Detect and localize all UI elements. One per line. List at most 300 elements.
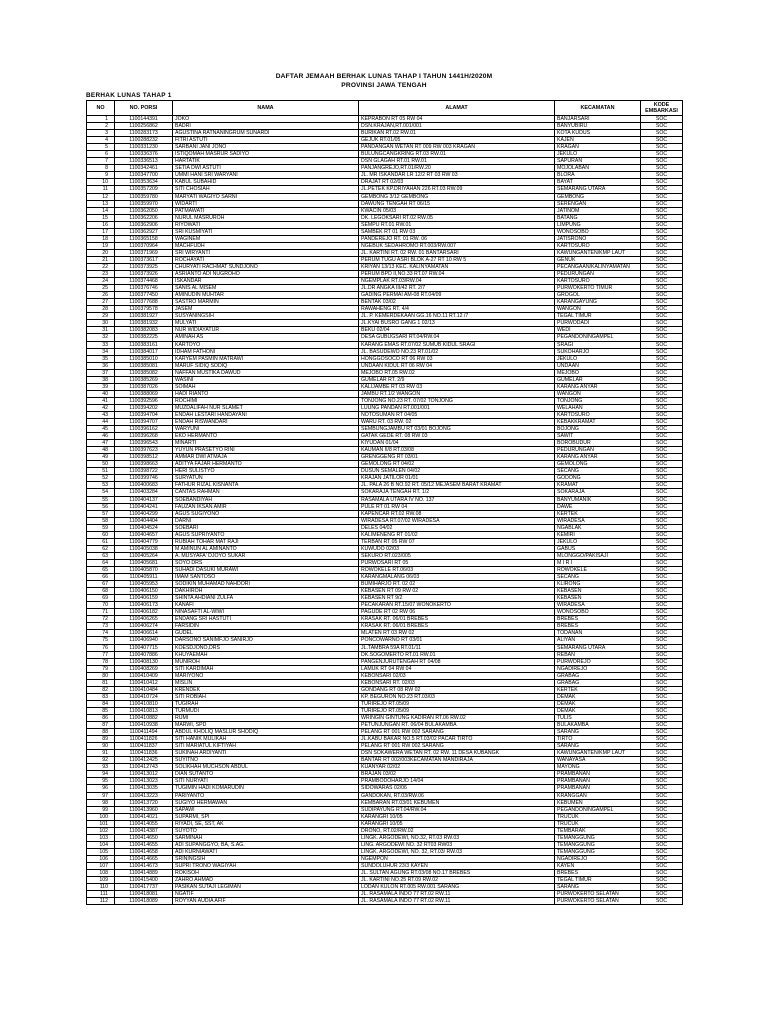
cell-nama: SANIS AL MISEM [173, 285, 359, 292]
cell-alamat: UNDAAN KIDUL RT 06 RW 04 [359, 362, 555, 369]
cell-kecamatan: GEMBONG [555, 193, 641, 200]
table-row [87, 341, 683, 348]
cell-no: 90 [87, 743, 115, 750]
cell-alamat: KP. BEGURON NO.23 RT.03/03 [359, 693, 555, 700]
cell-no: 15 [87, 214, 115, 221]
cell-kode-embarkasi: SOC [641, 736, 683, 743]
cell-kecamatan: GRABAG [555, 679, 641, 686]
cell-no: 13 [87, 200, 115, 207]
table-row [87, 228, 683, 235]
cell-no: 27 [87, 299, 115, 306]
cell-kode-embarkasi: SOC [641, 278, 683, 285]
cell-no: 110 [87, 884, 115, 891]
cell-kecamatan: KRAGAN [555, 144, 641, 151]
cell-kecamatan: KARANG ANYAR [555, 454, 641, 461]
cell-nama: MUNIROH [173, 658, 359, 665]
table-row [87, 531, 683, 538]
cell-no: 46 [87, 433, 115, 440]
cell-nama: NGATIF [173, 891, 359, 898]
cell-kode-embarkasi: SOC [641, 827, 683, 834]
cell-kecamatan: DEMAK [555, 700, 641, 707]
cell-no-porsi: 1100256862 [115, 123, 173, 130]
cell-kode-embarkasi: SOC [641, 313, 683, 320]
cell-kecamatan: TEGAL TIMUR [555, 877, 641, 884]
cell-kecamatan: PURWOREJO [555, 658, 641, 665]
cell-no-porsi: 1100359780 [115, 193, 173, 200]
cell-alamat: WARU RT. 03 RW. 02 [359, 419, 555, 426]
cell-no: 57 [87, 510, 115, 517]
cell-nama: ADITYA FAJAR HERMANTO [173, 461, 359, 468]
table-row [87, 200, 683, 207]
cell-kecamatan: KAWUNGANTEN/KMP LAUT [555, 249, 641, 256]
cell-no-porsi: 1100412425 [115, 757, 173, 764]
cell-kecamatan: KAJEN [555, 137, 641, 144]
cell-nama: MARUF SIDIQ SODIQ [173, 362, 359, 369]
cell-kecamatan: WONOSOBO [555, 228, 641, 235]
cell-no: 103 [87, 834, 115, 841]
cell-kecamatan: BOJONG [555, 426, 641, 433]
table-row [87, 278, 683, 285]
cell-alamat: JL.KABU BAKAR NO.5 RT.03/02 PACAR TIRTO [359, 736, 555, 743]
cell-alamat: PRAMBODOHARJO 14/04 [359, 778, 555, 785]
table-row [87, 834, 683, 841]
cell-nama: WASINI [173, 376, 359, 383]
cell-kode-embarkasi: SOC [641, 651, 683, 658]
cell-nama: ENDANG SRI HASTUTI [173, 616, 359, 623]
cell-no-porsi: 1100362050 [115, 207, 173, 214]
cell-kode-embarkasi: SOC [641, 898, 683, 905]
cell-alamat: KARANG EMAS RT.07/02 SUMUB KIDUL SRAGI [359, 341, 555, 348]
table-row [87, 235, 683, 242]
cell-no: 14 [87, 207, 115, 214]
cell-kode-embarkasi: SOC [641, 884, 683, 891]
cell-no: 81 [87, 679, 115, 686]
cell-alamat: JL. BASUDEWO NO.23 RT.01/02 [359, 348, 555, 355]
table-row [87, 827, 683, 834]
cell-kecamatan: KERTEK [555, 686, 641, 693]
cell-kode-embarkasi: SOC [641, 672, 683, 679]
cell-kecamatan: BREBES [555, 623, 641, 630]
table-body [87, 116, 683, 905]
cell-kode-embarkasi: SOC [641, 369, 683, 376]
cell-no: 56 [87, 503, 115, 510]
cell-no-porsi: 1100353634 [115, 179, 173, 186]
cell-kecamatan: GRABAG [555, 672, 641, 679]
cell-kecamatan: KERTEK [555, 510, 641, 517]
cell-alamat: SIDOWARAS 02/06 [359, 785, 555, 792]
table-row [87, 567, 683, 574]
cell-no: 102 [87, 827, 115, 834]
cell-no: 62 [87, 545, 115, 552]
cell-no: 71 [87, 609, 115, 616]
table-row [87, 891, 683, 898]
cell-no: 52 [87, 475, 115, 482]
cell-kecamatan: UNDAAN [555, 362, 641, 369]
cell-no-porsi: 1100398663 [115, 461, 173, 468]
cell-kecamatan: TEMANGGUNG [555, 834, 641, 841]
cell-no-porsi: 1100407886 [115, 651, 173, 658]
cell-no-porsi: 1100381932 [115, 320, 173, 327]
cell-nama: MUZDALIFAH NUR SLAMET [173, 404, 359, 411]
cell-no: 39 [87, 383, 115, 390]
cell-no-porsi: 1100377450 [115, 292, 173, 299]
cell-alamat: JL. SULTAN AGUNG RT.03/08 NO.17 BREBES [359, 870, 555, 877]
pilgrim-table [86, 100, 683, 905]
table-row [87, 545, 683, 552]
table-row [87, 700, 683, 707]
table-row [87, 334, 683, 341]
cell-no-porsi: 1100408130 [115, 658, 173, 665]
table-row [87, 362, 683, 369]
table-row [87, 249, 683, 256]
cell-nama: ISTIQOMAH MASRUR SADIYO [173, 151, 359, 158]
table-row [87, 729, 683, 736]
cell-no-porsi: 1100410409 [115, 672, 173, 679]
cell-no: 80 [87, 672, 115, 679]
table-row [87, 489, 683, 496]
cell-nama: EKO HERMANTO [173, 433, 359, 440]
table-row [87, 630, 683, 637]
cell-nama: SOIMAH [173, 383, 359, 390]
cell-no: 11 [87, 186, 115, 193]
cell-nama: SOLIKHAH MUCHSON ABDUL [173, 764, 359, 771]
cell-kode-embarkasi: SOC [641, 376, 683, 383]
cell-kecamatan: TODANAN [555, 630, 641, 637]
cell-no: 78 [87, 658, 115, 665]
cell-kode-embarkasi: SOC [641, 503, 683, 510]
cell-no-porsi: 1100377688 [115, 299, 173, 306]
cell-no-porsi: 1100400683 [115, 482, 173, 489]
cell-kecamatan: WANGON [555, 390, 641, 397]
table-row [87, 179, 683, 186]
cell-no-porsi: 1100397623 [115, 447, 173, 454]
cell-no-porsi: 1100414889 [115, 870, 173, 877]
table-row [87, 771, 683, 778]
cell-no-porsi: 1100411826 [115, 736, 173, 743]
table-row [87, 609, 683, 616]
cell-alamat: JL.PETEK KP.DRIYAHAN 226 RT.03 RW.09 [359, 186, 555, 193]
cell-alamat: WIRADESA RT.07/02 WIRADESA [359, 517, 555, 524]
cell-no: 60 [87, 531, 115, 538]
cell-no-porsi: 1100373925 [115, 263, 173, 270]
table-row [87, 736, 683, 743]
cell-no-porsi: 1100414021 [115, 813, 173, 820]
table-row [87, 292, 683, 299]
header-kode-embarkasi: KODE EMBARKASI [641, 101, 683, 116]
cell-alamat: PERUM TUGU ASRI BLOK A-27 RT 10 RW 5 [359, 256, 555, 263]
cell-alamat: PONCOWARNO RT 03/01 [359, 637, 555, 644]
cell-kecamatan: KARTOSURO [555, 242, 641, 249]
cell-alamat: SOKARAJA TENGAH RT. 1/2 [359, 489, 555, 496]
table-row [87, 306, 683, 313]
cell-no: 22 [87, 263, 115, 270]
cell-alamat: KEPRABON RT 05 RW 04 [359, 116, 555, 123]
cell-nama: SITI ROBIAH [173, 693, 359, 700]
cell-kode-embarkasi: SOC [641, 510, 683, 517]
cell-kode-embarkasi: SOC [641, 390, 683, 397]
cell-kecamatan: WELAHAN [555, 404, 641, 411]
cell-no: 99 [87, 806, 115, 813]
cell-kecamatan: BULAKAMBA [555, 722, 641, 729]
cell-kecamatan: SARANG [555, 743, 641, 750]
cell-no: 68 [87, 588, 115, 595]
cell-no-porsi: 1100359970 [115, 200, 173, 207]
cell-no: 96 [87, 785, 115, 792]
cell-kode-embarkasi: SOC [641, 426, 683, 433]
table-row [87, 841, 683, 848]
cell-kecamatan: TRUCUK [555, 813, 641, 820]
cell-kode-embarkasi: SOC [641, 778, 683, 785]
cell-alamat: SEMPU RT.01 RW.01 [359, 221, 555, 228]
cell-kecamatan: SUKOHARJO [555, 348, 641, 355]
table-row [87, 419, 683, 426]
cell-no: 51 [87, 468, 115, 475]
cell-no: 92 [87, 757, 115, 764]
table-row [87, 595, 683, 602]
cell-no: 105 [87, 848, 115, 855]
cell-alamat: PAGUDE RT 02 RW 06 [359, 609, 555, 616]
table-row [87, 778, 683, 785]
cell-no: 44 [87, 419, 115, 426]
cell-kode-embarkasi: SOC [641, 158, 683, 165]
cell-no: 108 [87, 870, 115, 877]
cell-no: 43 [87, 411, 115, 418]
cell-kecamatan: MOJOLABAN [555, 165, 641, 172]
cell-alamat: GANDOKAN, RT.03/RW.06 [359, 792, 555, 799]
cell-nama: BADRI [173, 123, 359, 130]
cell-alamat: PANGENJURUTENGAH RT 04/08 [359, 658, 555, 665]
table-row [87, 757, 683, 764]
cell-nama: SASTRO MARMIN [173, 299, 359, 306]
cell-kode-embarkasi: SOC [641, 468, 683, 475]
cell-nama: ADI SUPANGGYO, BA, S.AG. [173, 841, 359, 848]
cell-kode-embarkasi: SOC [641, 658, 683, 665]
cell-kode-embarkasi: SOC [641, 475, 683, 482]
cell-kecamatan: DEMAK [555, 707, 641, 714]
cell-no: 106 [87, 855, 115, 862]
cell-no-porsi: 1100385081 [115, 362, 173, 369]
cell-no: 76 [87, 644, 115, 651]
cell-alamat: JL. RASAMALA INDO 77 RT.02 RW.11 [359, 898, 555, 905]
cell-no-porsi: 1100411837 [115, 743, 173, 750]
cell-alamat: JL. RASAMALA INDO 77 RT.02 RW.11 [359, 891, 555, 898]
cell-kode-embarkasi: SOC [641, 729, 683, 736]
cell-no: 89 [87, 736, 115, 743]
cell-alamat: TERBAN RT 05 RW 07 [359, 538, 555, 545]
cell-kecamatan: PURWOKERTO SELATAN [555, 898, 641, 905]
cell-kecamatan: BOROBUDUR [555, 440, 641, 447]
table-row [87, 130, 683, 137]
cell-kode-embarkasi: SOC [641, 299, 683, 306]
cell-nama: SARBANI JANI JONO [173, 144, 359, 151]
cell-alamat: BUMIHARJO RT. 02 02 [359, 581, 555, 588]
table-row [87, 411, 683, 418]
table-row [87, 574, 683, 581]
cell-kecamatan: WANAYASA [555, 757, 641, 764]
cell-kecamatan: MLONGGO/PAKISAJI [555, 552, 641, 559]
cell-kode-embarkasi: SOC [641, 334, 683, 341]
table-row [87, 440, 683, 447]
table-row [87, 658, 683, 665]
cell-alamat: PELANG RT 001 RW 002 SARANG [359, 729, 555, 736]
cell-alamat: NGEMPON [359, 855, 555, 862]
table-row [87, 256, 683, 263]
cell-nama: SITI CHOSIAH [173, 186, 359, 193]
cell-kode-embarkasi: SOC [641, 757, 683, 764]
cell-no: 47 [87, 440, 115, 447]
table-row [87, 214, 683, 221]
cell-no: 91 [87, 750, 115, 757]
cell-alamat: GUMELAR RT. 2/9 [359, 376, 555, 383]
cell-no: 95 [87, 778, 115, 785]
cell-alamat: KALIMENENG RT 01/02 [359, 531, 555, 538]
cell-no-porsi: 1100362206 [115, 214, 173, 221]
cell-no-porsi: 1100336513 [115, 158, 173, 165]
cell-alamat: KRASAK RT. 06/01 BREBES [359, 623, 555, 630]
cell-nama: SRININGSIH [173, 855, 359, 862]
cell-kode-embarkasi: SOC [641, 306, 683, 313]
cell-kecamatan: SAWIT [555, 433, 641, 440]
cell-kode-embarkasi: SOC [641, 397, 683, 404]
header-no: NO [87, 101, 115, 116]
cell-no-porsi: 1100406265 [115, 616, 173, 623]
cell-kode-embarkasi: SOC [641, 292, 683, 299]
cell-no-porsi: 1100413720 [115, 799, 173, 806]
cell-nama: ENDAH LESTARI HANDAYANI [173, 411, 359, 418]
cell-nama: MACHFUDH [173, 242, 359, 249]
cell-no: 35 [87, 355, 115, 362]
cell-no-porsi: 1100404779 [115, 538, 173, 545]
cell-alamat: TURIREJO RT.05/09 [359, 700, 555, 707]
cell-kecamatan: WANGON [555, 306, 641, 313]
cell-no: 34 [87, 348, 115, 355]
cell-alamat: KEBONSARI RT. 02/03 [359, 679, 555, 686]
cell-kecamatan: PURWOKERTO SELATAN [555, 891, 641, 898]
cell-no: 87 [87, 722, 115, 729]
cell-alamat: RASAMALA UTARA IV NO. 137 [359, 496, 555, 503]
cell-nama: M AMINUN AL AMINANTO [173, 545, 359, 552]
cell-alamat: PECAKARAN RT.15/07 WONOKERTO [359, 602, 555, 609]
cell-kode-embarkasi: SOC [641, 320, 683, 327]
cell-no-porsi: 1100404137 [115, 496, 173, 503]
cell-alamat: KEMBARAN RT.03/01 KEBUMEN [359, 799, 555, 806]
cell-alamat: NOTOSUMAN RT 04/05 [359, 411, 555, 418]
cell-no: 55 [87, 496, 115, 503]
cell-nama: SUYITNO [173, 757, 359, 764]
cell-no: 23 [87, 271, 115, 278]
cell-kecamatan: KAWUNGANTEN/KMP LAUT [555, 750, 641, 757]
cell-no: 104 [87, 841, 115, 848]
cell-no: 1 [87, 116, 115, 123]
table-row [87, 792, 683, 799]
cell-kode-embarkasi: SOC [641, 482, 683, 489]
cell-nama: PASIKAN SUTAJI LEGIMAN [173, 884, 359, 891]
cell-no: 21 [87, 256, 115, 263]
cell-no: 31 [87, 327, 115, 334]
cell-no: 6 [87, 151, 115, 158]
cell-kode-embarkasi: SOC [641, 221, 683, 228]
cell-no-porsi: 1100396268 [115, 433, 173, 440]
cell-alamat: NGEBUK SEDAHROMO RT.003/RW.007 [359, 242, 555, 249]
cell-kecamatan: REBAN [555, 651, 641, 658]
cell-kecamatan: TEMANGGUNG [555, 841, 641, 848]
cell-nama: AMINAH AS [173, 334, 359, 341]
table-row [87, 581, 683, 588]
cell-alamat: TURIREJO RT.05/09 [359, 707, 555, 714]
table-row [87, 637, 683, 644]
cell-alamat: DRAJAT RT 02/03 [359, 179, 555, 186]
cell-no-porsi: 1100406173 [115, 602, 173, 609]
cell-kode-embarkasi: SOC [641, 200, 683, 207]
cell-no: 40 [87, 390, 115, 397]
cell-kode-embarkasi: SOC [641, 785, 683, 792]
cell-no-porsi: 1100410882 [115, 714, 173, 721]
cell-kecamatan: SARANG [555, 884, 641, 891]
cell-kecamatan: BATANG [555, 214, 641, 221]
cell-kode-embarkasi: SOC [641, 644, 683, 651]
table-row [87, 785, 683, 792]
cell-nama: MARYATI WAGIYO SARNI [173, 193, 359, 200]
cell-no-porsi: 1100404241 [115, 503, 173, 510]
cell-no: 53 [87, 482, 115, 489]
table-row [87, 510, 683, 517]
cell-alamat: RAWAHENG RT. 4/4 [359, 306, 555, 313]
table-row [87, 672, 683, 679]
cell-no: 66 [87, 574, 115, 581]
table-row [87, 376, 683, 383]
cell-nama: SRI WIRYANTI [173, 249, 359, 256]
cell-nama: NINASAFTI AL-WIWI [173, 609, 359, 616]
cell-kode-embarkasi: SOC [641, 116, 683, 123]
cell-kode-embarkasi: SOC [641, 207, 683, 214]
cell-alamat: JL. KARTINI RT. 02 RW. 01 BANTARSARI [359, 249, 555, 256]
table-row [87, 806, 683, 813]
cell-alamat: PANDANGAN WETAN RT 009 RW 003 KRAGAN [359, 144, 555, 151]
cell-no: 79 [87, 665, 115, 672]
cell-no: 3 [87, 130, 115, 137]
table-row [87, 707, 683, 714]
cell-alamat: BANTAR RT 002/003KECAMATAN MANDIRAJA [359, 757, 555, 764]
cell-kecamatan: BREBES [555, 870, 641, 877]
cell-kode-embarkasi: SOC [641, 841, 683, 848]
table-row [87, 193, 683, 200]
table-row [87, 186, 683, 193]
cell-kecamatan: KEBUMEN [555, 799, 641, 806]
cell-alamat: KUWUDO 02/03 [359, 545, 555, 552]
cell-kecamatan: KARTOSURO [555, 278, 641, 285]
cell-kecamatan: WEDI [555, 327, 641, 334]
cell-alamat: PERUM BPD II,NO.33 RT.07 RW.04 [359, 271, 555, 278]
cell-alamat: JL. PALA 26 B NO.92 RT. 05/12 MEJASEM BARAT KRAMAT [359, 482, 555, 489]
cell-no-porsi: 1100410813 [115, 707, 173, 714]
cell-alamat: LODAN KULON RT.005 RW.001 SARANG [359, 884, 555, 891]
cell-no: 17 [87, 228, 115, 235]
cell-nama: SHINTA AHDIANI ZULFA [173, 595, 359, 602]
cell-no: 109 [87, 877, 115, 884]
cell-alamat: LING. ARGODEWI NO. 32 RT03 RW03 [359, 841, 555, 848]
cell-alamat: KAPENCAR RT.02 RW.08 [359, 510, 555, 517]
cell-nama: SUPARMI, SPI [173, 813, 359, 820]
cell-kode-embarkasi: SOC [641, 588, 683, 595]
cell-no-porsi: 1100404657 [115, 531, 173, 538]
cell-alamat: GATAK GEDE RT. 08 RW 03 [359, 433, 555, 440]
cell-alamat: LUUNG PANDAN RT.001/001 [359, 404, 555, 411]
cell-nama: MARIYONO [173, 672, 359, 679]
cell-kecamatan: ROWOKELE [555, 567, 641, 574]
table-row [87, 679, 683, 686]
table-row [87, 686, 683, 693]
cell-kecamatan: MAYONG [555, 764, 641, 771]
